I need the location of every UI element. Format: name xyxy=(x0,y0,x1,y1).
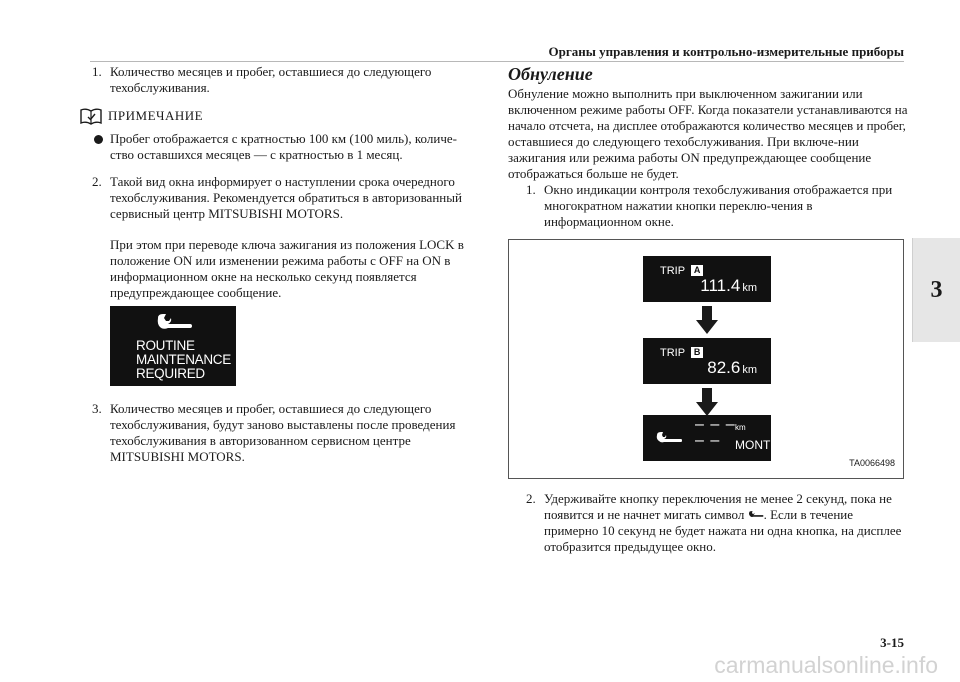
list-item-text: Такой вид окна информирует о наступлении срока очередного техобслуживания. Рекомендуется обратиться в авторизованный сервисный центр MITSUBISHI MOTORS. xyxy=(110,174,462,221)
maintenance-required-display xyxy=(110,306,236,386)
step-1 xyxy=(508,182,908,230)
watermark: carmanualsonline.info xyxy=(714,652,938,678)
note-book-icon xyxy=(80,107,102,125)
service-reminder-screen xyxy=(643,415,779,461)
chapter-tab xyxy=(912,238,960,342)
month-dashes: – – xyxy=(695,432,721,449)
list-item-number: 2. xyxy=(92,174,102,189)
left-column xyxy=(92,64,480,465)
list-item-paragraph: При этом при переводе ключа зажигания из положения LOCK в положение ON или изменении режима работы с OFF на ON в информационном окне на несколько секунд появляется предупреждающее сообщение. xyxy=(110,237,464,300)
display-line-3: REQUIRED xyxy=(136,366,205,381)
right-column xyxy=(508,64,908,555)
trip-badge: B xyxy=(691,347,703,358)
trip-a-screen xyxy=(643,256,771,302)
bullet-dot xyxy=(94,135,103,144)
page-header: Органы управления и контрольно-измерительные приборы xyxy=(548,44,904,59)
arrow-down-icon xyxy=(696,388,718,416)
trip-label: TRIP xyxy=(660,265,686,277)
step-text-after: . Если в течение примерно 10 секунд не будет нажата ни одна кнопка, на дисплее отобразится предыдущее окно. xyxy=(544,507,902,554)
list-item-3 xyxy=(92,401,480,465)
step-2 xyxy=(508,491,908,555)
trip-unit: km xyxy=(742,282,757,294)
wrench-icon xyxy=(748,510,764,519)
arrow-down-icon xyxy=(696,306,718,334)
list-item-text: Количество месяцев и пробег, оставшиеся до следующего техобслуживания. xyxy=(110,64,432,95)
step-text: Окно индикации контроля техобслуживания отображается при многократном нажатии кнопки переклю-чения в информационном окне. xyxy=(544,182,893,229)
wrench-icon xyxy=(655,431,683,445)
trip-label: TRIP xyxy=(660,347,686,359)
trip-value: 111.4 xyxy=(700,276,741,295)
step-number: 2. xyxy=(526,491,536,506)
list-item-text: Количество месяцев и пробег, оставшиеся до следующего техобслуживания, будут заново выставлены после проведения техобслуживания в авторизованном сервисном центре MITSUBISHI MOTORS. xyxy=(110,401,456,464)
list-item-2 xyxy=(92,174,480,301)
step-number: 1. xyxy=(526,182,536,197)
trip-value: 82.6 xyxy=(707,358,741,377)
header-rule xyxy=(90,61,904,62)
trip-unit: km xyxy=(742,364,757,376)
trip-badge: A xyxy=(691,265,703,276)
wrench-icon xyxy=(154,312,194,334)
section-intro: Обнуление можно выполнить при выключенном зажигании или включенном режиме работы OFF. Когда показатели устанавливаются на начало отсчета, на дисплее отображаются количество месяцев и пробег, оставшиеся до следующего техобслуживания. При включе-нии зажигания или режима работы ON предупреждающее сообщение отображаться больше не будет. xyxy=(508,86,908,181)
distance-dashes: – – – xyxy=(695,416,736,433)
chapter-tab-number: 3 xyxy=(930,276,943,303)
note-header xyxy=(80,107,480,125)
step-text xyxy=(544,491,908,555)
section-title: Обнуление xyxy=(508,64,593,84)
display-line-2: MAINTENANCE xyxy=(136,352,231,367)
list-item-number: 1. xyxy=(92,64,102,79)
note-label: ПРИМЕЧАНИЕ xyxy=(108,108,204,123)
trip-b-screen xyxy=(643,338,771,384)
note-bullet xyxy=(92,131,480,163)
display-line-1: ROUTINE xyxy=(136,338,195,353)
month-unit: MONTH xyxy=(735,438,779,452)
page-number: 3-15 xyxy=(880,635,904,650)
step-text-before: Удерживайте кнопку переключения не менее 2 секунд, пока не появится и не начнет мигать символ xyxy=(544,491,892,522)
reset-figure xyxy=(508,239,904,479)
distance-unit: km xyxy=(735,423,746,432)
figure-code: TA0066498 xyxy=(849,458,895,468)
note-bullet-text: Пробег отображается с кратностью 100 км (100 миль), количе-ство оставшихся месяцев — с кратностью в 1 месяц. xyxy=(110,131,457,162)
list-item-1 xyxy=(92,64,480,96)
list-item-number: 3. xyxy=(92,401,102,416)
